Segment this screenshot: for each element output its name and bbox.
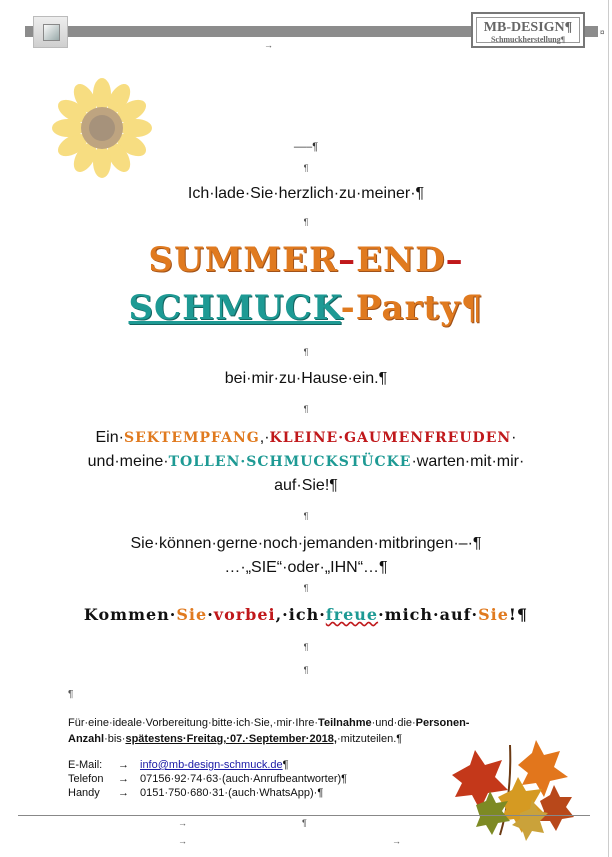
text-und-meine: und·meine·: [87, 453, 169, 470]
pilcrow: ¶: [303, 404, 309, 414]
logo-title: MB-DESIGN¶: [483, 20, 573, 35]
contact-phone-row: [68, 772, 347, 786]
text-comma: ,·: [259, 429, 270, 446]
text: ·und·die·: [371, 717, 416, 729]
text: ·mitzuteilen.¶: [336, 733, 403, 745]
info-line-1: [68, 715, 538, 731]
text-end: !¶: [508, 605, 529, 624]
headline-summer-end: [0, 238, 612, 282]
pilcrow: ¶: [68, 689, 74, 700]
cell-end-mark: ¤: [600, 28, 605, 37]
text-ich: ,·ich·: [275, 605, 326, 624]
text-ein: Ein·: [95, 429, 124, 446]
tab-arrow-icon: →: [118, 759, 129, 771]
email-link[interactable]: info@mb-design-schmuck.de: [140, 759, 283, 771]
text-space: ·: [511, 429, 517, 446]
phone-value: 07156·92·74·63·(auch·Anrufbeantworter)¶: [140, 773, 348, 785]
pilcrow: ¶: [303, 347, 309, 357]
invite-line-1: Ich·lade·Sie·herzlich·zu·meiner·¶: [187, 185, 425, 202]
text: ·bis·: [104, 733, 126, 745]
text-sie: Sie: [478, 605, 509, 624]
pilcrow: ¶: [303, 583, 309, 593]
tab-mark: →: [178, 818, 187, 828]
mobile-value: 0151·750·680·31·(auch·WhatsApp)·¶: [140, 787, 324, 799]
text-space: ·: [207, 605, 214, 624]
text-kommen: Kommen·: [83, 605, 177, 624]
pilcrow: ¶: [303, 163, 309, 173]
contact-email-row: [68, 758, 347, 772]
headline-end: END: [356, 240, 446, 280]
headline-schmuck-party: [0, 286, 612, 330]
contact-block: [68, 758, 347, 800]
autumn-leaves-icon: [440, 735, 580, 845]
text-warten: ·warten·mit·mir·: [411, 453, 525, 470]
text-freue: freue: [325, 605, 379, 624]
pilcrow: ¶: [303, 217, 309, 227]
pilcrow: ¶: [303, 665, 309, 675]
text: Für·eine·ideale·Vorbereitung·bitte·ich·Sie,·mir·Ihre·: [68, 717, 319, 729]
headline-summer: SUMMER: [148, 240, 339, 280]
invite-line-6: Sie·können·gerne·noch·jemanden·mitbringen·–·¶: [130, 535, 482, 552]
headline-dash: –: [445, 240, 464, 280]
footer-rule: [18, 815, 590, 816]
headline-dash: –: [338, 240, 357, 280]
text-teilnahme: Teilnahme: [318, 717, 372, 729]
headline-schmuck: SCHMUCK: [128, 288, 341, 328]
invite-line-4: [0, 452, 612, 472]
invite-line-2: bei·mir·zu·Hause·ein.¶: [224, 370, 388, 387]
kommen-line: [0, 605, 612, 624]
text-mich-auf: ·mich·auf·: [378, 605, 479, 624]
pilcrow: ¶: [282, 759, 289, 771]
text-deadline: spätestens·Freitag,·07.·September·2018,: [125, 733, 337, 745]
email-label: E-Mail:: [68, 759, 103, 771]
tab-mark: →: [178, 836, 187, 846]
mobile-label: Handy: [68, 787, 100, 799]
tab-arrow-icon: →: [118, 787, 129, 799]
text-schmuckstuecke: TOLLEN·SCHMUCKSTÜCKE: [168, 454, 412, 470]
dash-line: –––¶: [293, 141, 319, 153]
pilcrow: ¶: [303, 511, 309, 521]
text-gaumenfreuden: KLEINE·GAUMENFREUDEN: [269, 430, 512, 446]
phone-label: Telefon: [68, 773, 104, 785]
logo-subtitle: Schmuckherstellung¶: [490, 35, 566, 44]
text-anzahl: Anzahl: [68, 733, 105, 745]
logo: [471, 12, 585, 48]
tab-arrow-icon: →: [118, 773, 129, 785]
header-image: [33, 16, 68, 48]
contact-mobile-row: [68, 786, 347, 800]
headline-party: Party¶: [355, 288, 484, 328]
text-sie: Sie: [176, 605, 208, 624]
invite-line-5: auf·Sie!¶: [274, 477, 338, 494]
text-vorbei: vorbei: [213, 605, 276, 624]
text-personen: Personen-: [415, 717, 470, 729]
image-placeholder-icon: [43, 24, 60, 41]
tab-mark: →: [264, 40, 273, 50]
pilcrow: ¶: [302, 818, 307, 828]
text-sektempfang: SEKTEMPFANG: [123, 430, 260, 446]
tab-mark: →: [392, 836, 401, 846]
invite-line-7: …·„SIE“·oder·„IHN“…¶: [224, 559, 388, 576]
headline-hyphen: -: [340, 288, 356, 328]
invite-line-3: [0, 428, 612, 448]
pilcrow: ¶: [303, 642, 309, 652]
